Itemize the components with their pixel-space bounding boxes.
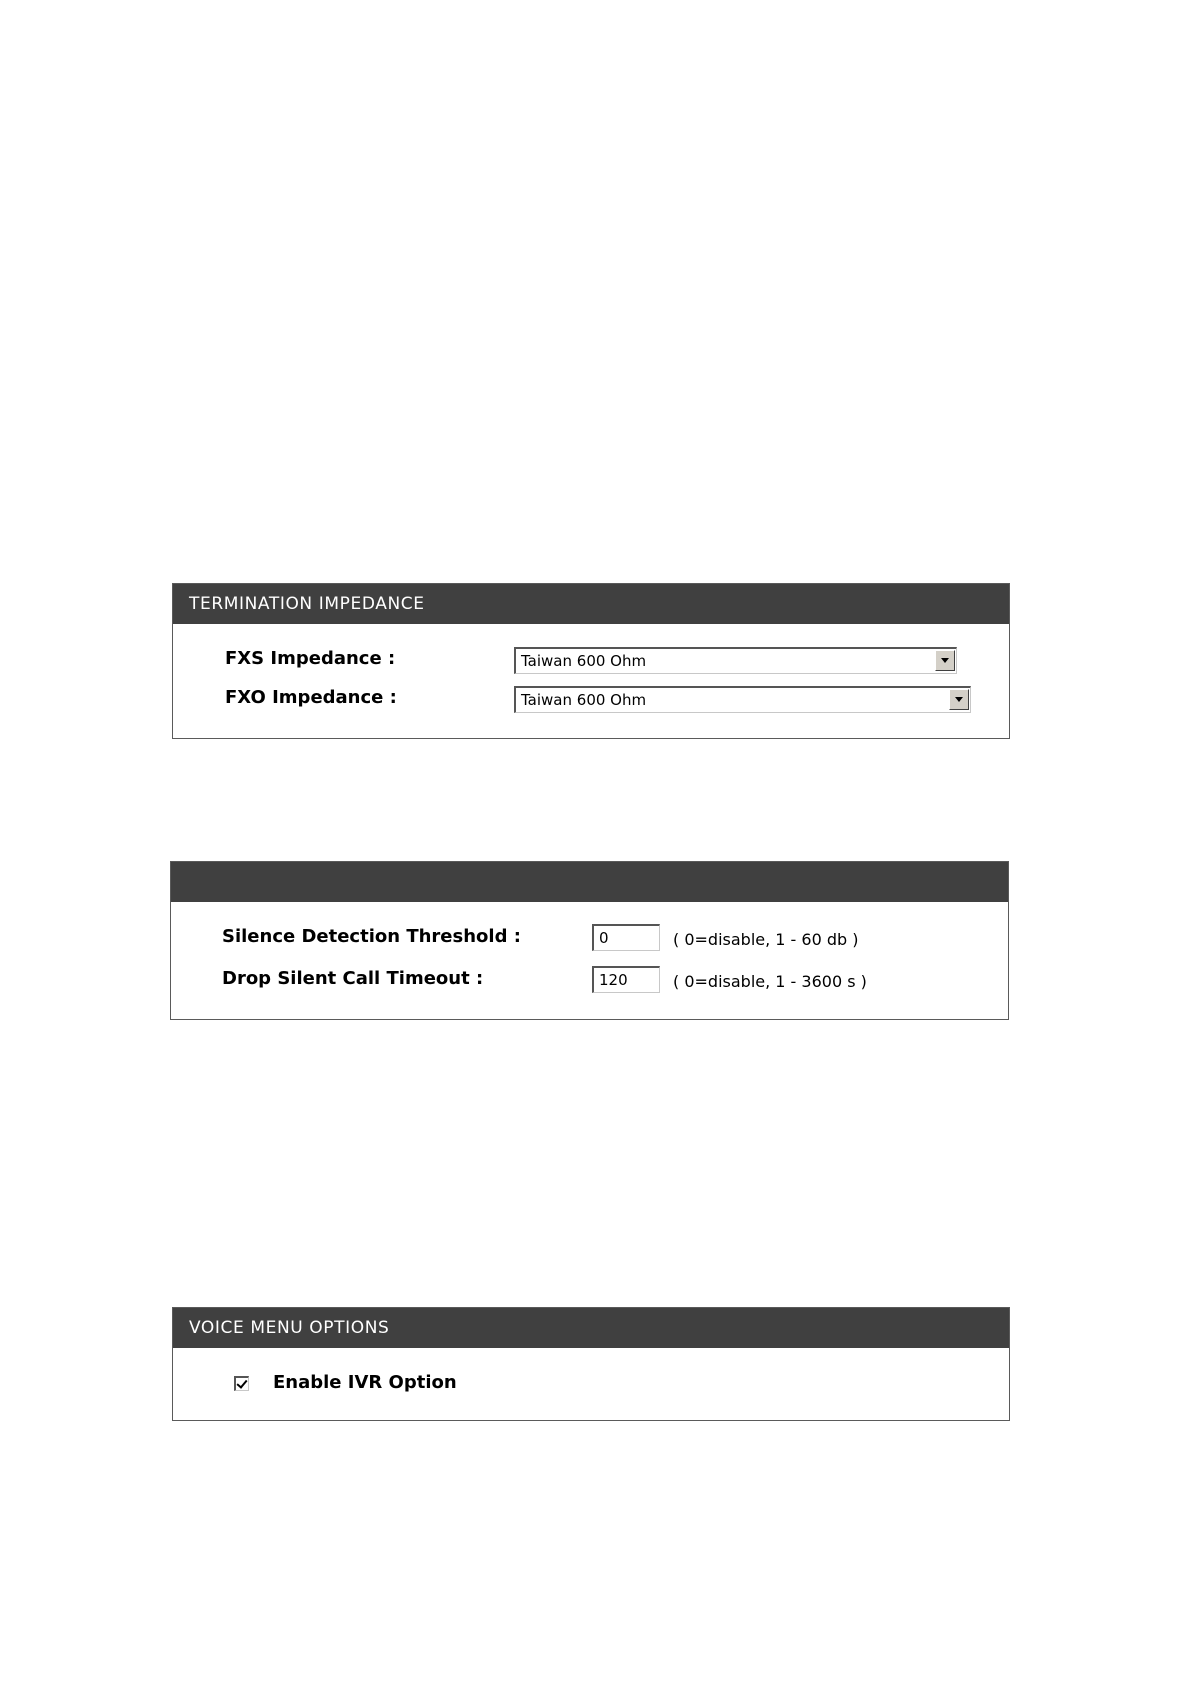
termination-impedance-panel <box>172 583 1010 739</box>
silence-detection-header <box>171 862 1008 902</box>
voice-menu-options-panel <box>172 1307 1010 1421</box>
fxs-impedance-select[interactable] <box>514 647 957 674</box>
drop-silent-call-timeout-label: Drop Silent Call Timeout : <box>222 968 484 989</box>
fxs-impedance-label: FXS Impedance : <box>225 648 396 669</box>
termination-impedance-header: TERMINATION IMPEDANCE <box>173 584 1009 624</box>
fxs-impedance-value: Taiwan 600 Ohm <box>521 652 647 670</box>
fxo-impedance-label: FXO Impedance : <box>225 687 397 708</box>
chevron-down-icon[interactable] <box>949 689 969 710</box>
fxo-impedance-select[interactable] <box>514 686 971 713</box>
fxo-impedance-value: Taiwan 600 Ohm <box>521 691 647 709</box>
silence-threshold-hint: ( 0=disable, 1 - 60 db ) <box>673 930 859 949</box>
voice-menu-options-header: VOICE MENU OPTIONS <box>173 1308 1009 1348</box>
silence-threshold-label: Silence Detection Threshold : <box>222 926 521 947</box>
drop-silent-call-timeout-hint: ( 0=disable, 1 - 3600 s ) <box>673 972 867 991</box>
silence-threshold-input[interactable]: 0 <box>592 924 660 951</box>
enable-ivr-checkbox[interactable] <box>234 1376 249 1391</box>
enable-ivr-label: Enable IVR Option <box>273 1372 457 1393</box>
silence-detection-panel <box>170 861 1009 1020</box>
drop-silent-call-timeout-input[interactable]: 120 <box>592 966 660 993</box>
chevron-down-icon[interactable] <box>935 650 955 671</box>
